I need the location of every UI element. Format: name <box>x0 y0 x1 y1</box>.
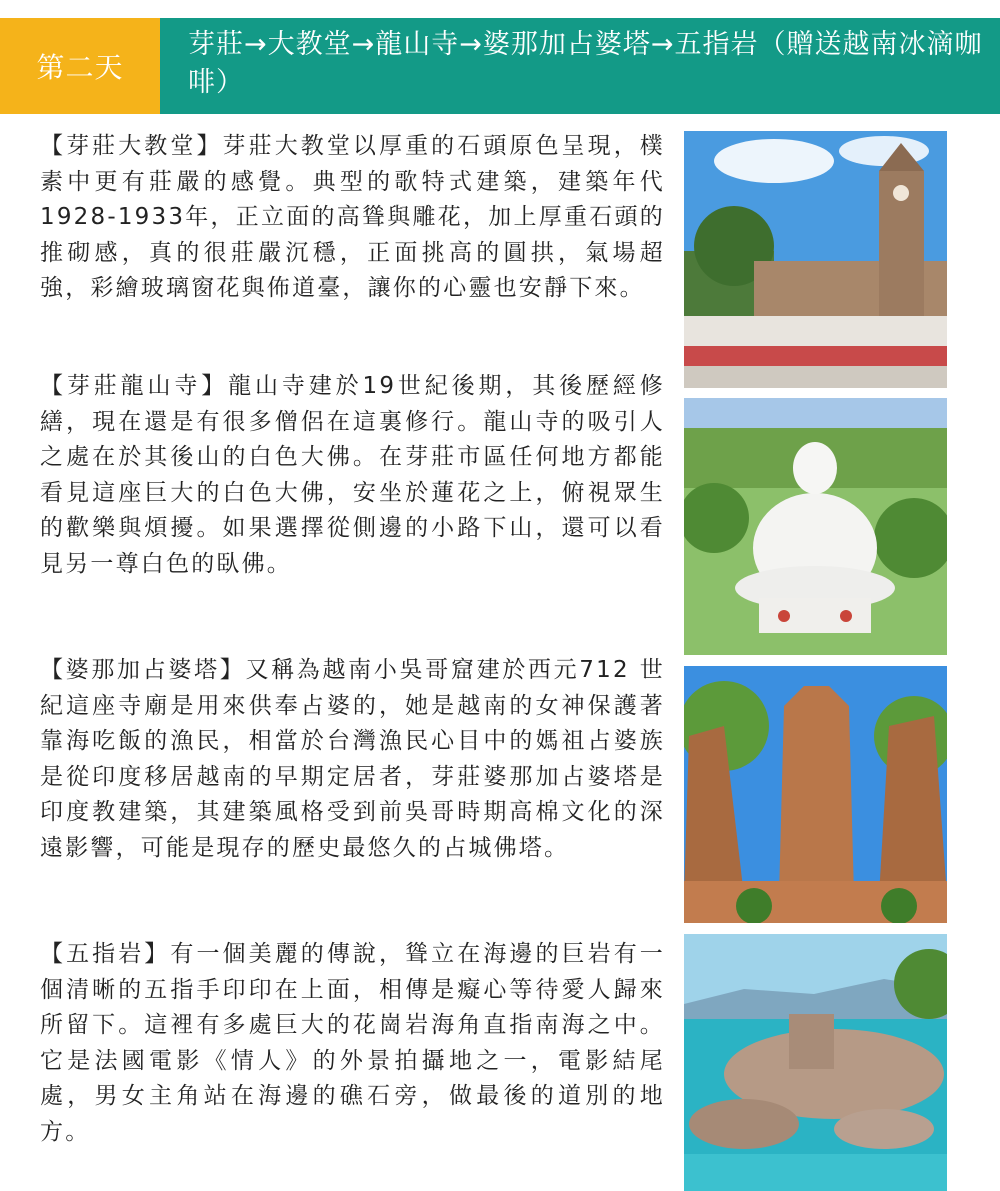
day-badge: 第二天 <box>0 18 160 114</box>
buddha-photo <box>684 398 947 655</box>
cathedral-photo <box>684 131 947 388</box>
section-cathedral-text: 【芽莊大教堂】芽莊大教堂以厚重的石頭原色呈現，樸素中更有莊嚴的感覺。典型的歌特式建築，建築年代1928-1933年，正立面的高聳與雕花，加上厚重石頭的推砌感，真的很莊嚴沉穩，正面挑高的圓拱，氣場超強，彩繪玻璃窗花與佈道臺，讓你的心靈也安靜下來。 <box>40 133 665 301</box>
hon-chong-illustration <box>684 934 947 1191</box>
day-header <box>0 18 1000 114</box>
section-long-son-text: 【芽莊龍山寺】龍山寺建於19世紀後期，其後歷經修繕，現在還是有很多僧侶在這裏修行。龍山寺的吸引人之處在於其後山的白色大佛。在芽莊市區任何地方都能看見這座巨大的白色大佛，安坐於蓮花之上，俯視眾生的歡樂與煩擾。如果選擇從側邊的小路下山，還可以看見另一尊白色的臥佛。 <box>40 373 665 577</box>
hon-chong-photo <box>684 934 947 1191</box>
po-nagar-illustration <box>684 666 947 923</box>
po-nagar-photo <box>684 666 947 923</box>
route-title: 芽莊→大教堂→龍山寺→婆那加占婆塔→五指岩（贈送越南冰滴咖啡） <box>160 18 1000 114</box>
section-hon-chong-text: 【五指岩】有一個美麗的傳說，聳立在海邊的巨岩有一個清晰的五指手印印在上面，相傳是癡心等待愛人歸來所留下。這裡有多處巨大的花崗岩海角直指南海之中。它是法國電影《情人》的外景拍攝地之一，電影結尾處，男女主角站在海邊的礁石旁，做最後的道別的地方。 <box>40 941 665 1145</box>
white-buddha-illustration <box>684 398 947 655</box>
cathedral-illustration <box>684 131 947 388</box>
section-po-nagar-text: 【婆那加占婆塔】又稱為越南小吳哥窟建於西元712 世紀這座寺廟是用來供奉占婆的，她是越南的女神保護著靠海吃飯的漁民，相當於台灣漁民心目中的媽祖占婆族是從印度移居越南的早期定居者，芽莊婆那加占婆塔是印度教建築，其建築風格受到前吳哥時期高棉文化的深遠影響，可能是現存的歷史最悠久的占城佛塔。 <box>40 657 665 861</box>
